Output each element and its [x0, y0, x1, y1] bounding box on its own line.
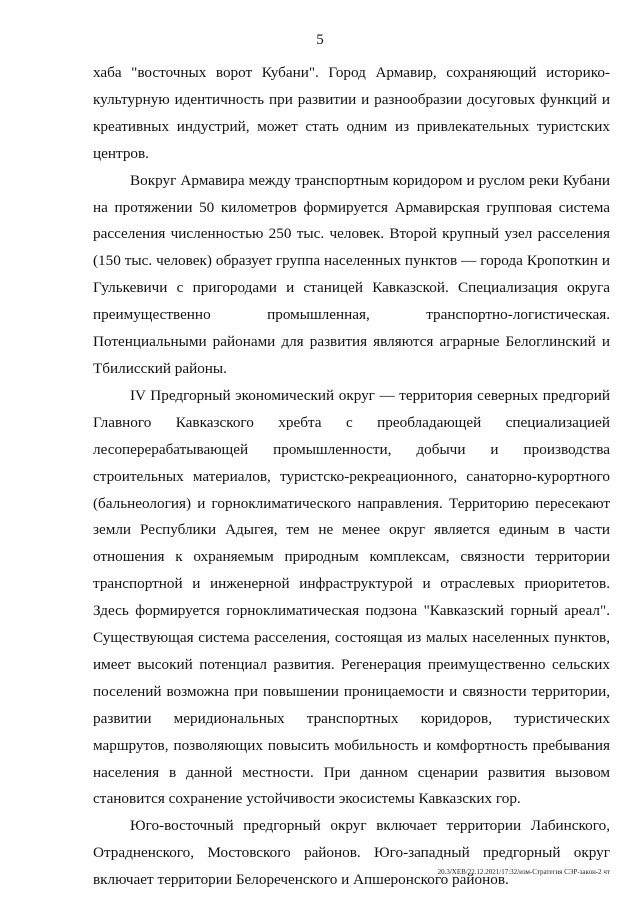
document-footer-stamp: 20.3/ХЕВ/22.12.2021/17:32/изм-Стратегия СЭР-закон-2 чт [437, 868, 610, 876]
page-number: 5 [316, 32, 324, 48]
paragraph-foothill-district: IV Предгорный экономический округ — территория северных предгорий Главного Кавказского хребта с преобладающей специализацией лесоперерабатывающей промышленности, добычи и производства строительных материалов, туристско-рекреационного, санаторно-курортного (бальнеология) и горноклиматического направления. Территорию пересекают земли Республики Адыгея, тем не менее округ является единым в части отношения к охраняемым природным комплексам, связности территории транспортной и инженерной инфраструктурой и отраслевых приоритетов. Здесь формируется горноклиматическая подзона "Кавказский горный ареал". Существующая система расселения, состоящая из малых населенных пунктов, имеет высокий потенциал развития. Регенерация преимущественно сельских поселений возможна при повышении проницаемости и связности территории, развитии меридиональных транспортных коридоров, туристических маршрутов, позволяющих повысить мобильность и комфортность пребывания населения в данной местности. При данном сценарии развития вызовом становится сохранение устойчивости экосистемы Кавказских гор. [93, 386, 610, 808]
paragraph-armavir-system: Вокруг Армавира между транспортным коридором и руслом реки Кубани на протяжении 50 километров формируется Армавирская групповая система расселения численностью 250 тыс. человек. Второй крупный узел расселения (150 тыс. человек) образует группа населенных пунктов — города Кропоткин и Гулькевичи с пригородами и станицей Кавказской. Специализация округа преимущественно промышленная, транспортно-логистическая. Потенциальными районами для развития являются аграрные Белоглинский и Тбилисский районы. [93, 171, 610, 377]
paragraph-continuation: хаба "восточных ворот Кубани". Город Армавир, сохраняющий историко-культурную идентичность при развитии и разнообразии досуговых функций и креативных индустрий, может стать одним из привлекательных туристских центров. [93, 64, 610, 162]
paragraph-southeast-southwest: Юго-восточный предгорный округ включает территории Лабинского, Отрадненского, Мостовского районов. Юго-западный предгорный округ включает территории Белореченского и Апшеронского районов. [93, 817, 610, 889]
document-body [93, 60, 610, 894]
